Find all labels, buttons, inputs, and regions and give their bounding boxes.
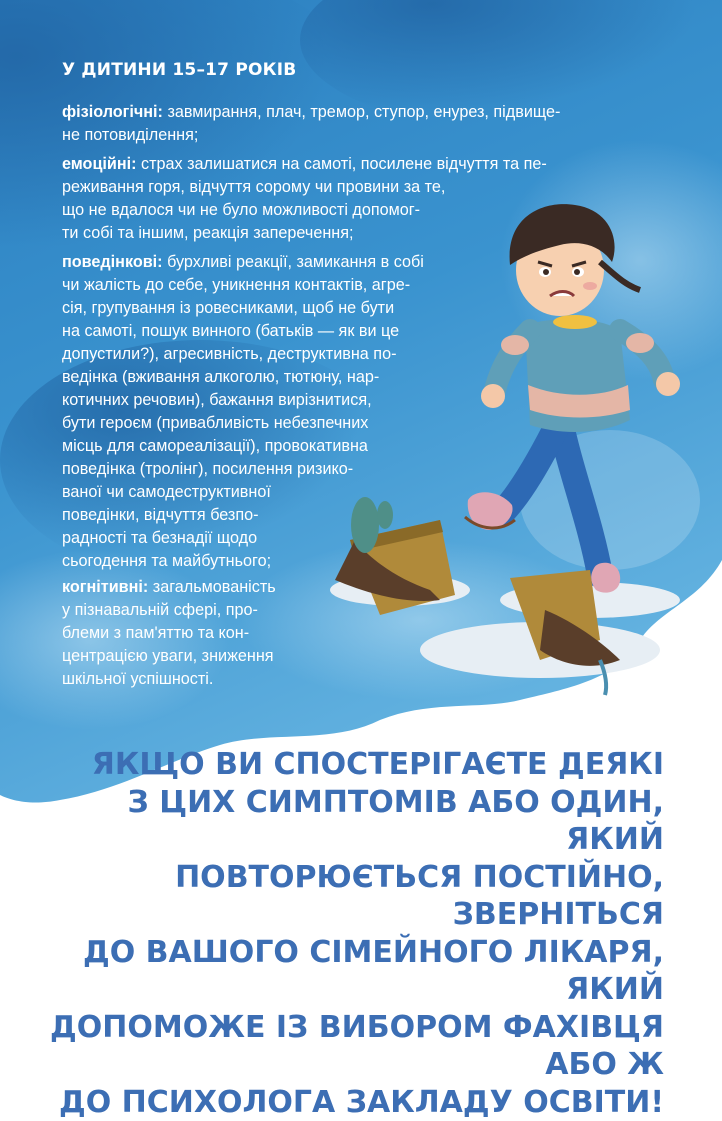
symptom-label: поведінкові: xyxy=(62,253,163,271)
symptom-label: когнітивні: xyxy=(62,578,149,596)
symptom-physiological: фізіологічні: завмирання, плач, тремор, ступор, енурез, підвище- не потовиділення; xyxy=(62,103,561,144)
symptom-label: фізіологічні: xyxy=(62,103,163,121)
symptom-behavioral: поведінкові: бурхливі реакції, замикання в собі чи жалість до себе, уникнення контактів, агре- сія, групування із ровесниками, щоб не бути на самоті, пошук винного (батьків — як ви це допустили?), агресивність, деструктивна по- ведінка (вживання алкоголю, тютюну, нар- котичних речовин), бажання вирізнитися, бути героєм (привабливість небезпечних місць для самореалізації), провокативна поведінка (тролінг), посилення ризико- ваної чи самодеструктивної поведінки, відчуття безпо- радності та безнадії щодо сьогодення та майбутнього; xyxy=(62,253,424,570)
symptom-emotional: емоційні: страх залишатися на самоті, посилене відчуття та пе- реживання горя, відчуття сорому чи провини за те, що не вдалося чи не було можливості допомог- ти собі та іншим, реакція заперечення; xyxy=(62,155,547,242)
symptom-cognitive: когнітивні: загальмованість у пізнавальній сфері, про- блеми з пам'яттю та кон- центрацією уваги, зниження шкільної успішності. xyxy=(62,578,276,688)
section-heading: У ДИТИНИ 15–17 РОКІВ xyxy=(62,60,297,80)
symptom-label: емоційні: xyxy=(62,155,137,173)
call-to-action: ЯКЩО ВИ СПОСТЕРІГАЄТЕ ДЕЯКІ З ЦИХ СИМПТОМІВ АБО ОДИН, ЯКИЙ ПОВТОРЮЄТЬСЯ ПОСТІЙНО, ЗВЕРНІТЬСЯ ДО ВАШОГО СІМЕЙНОГО ЛІКАРЯ, ЯКИЙ ДОПОМОЖЕ ІЗ ВИБОРОМ ФАХІВЦЯ АБО Ж ДО ПСИХОЛОГА ЗАКЛАДУ ОСВІТИ! xyxy=(50,747,664,1120)
